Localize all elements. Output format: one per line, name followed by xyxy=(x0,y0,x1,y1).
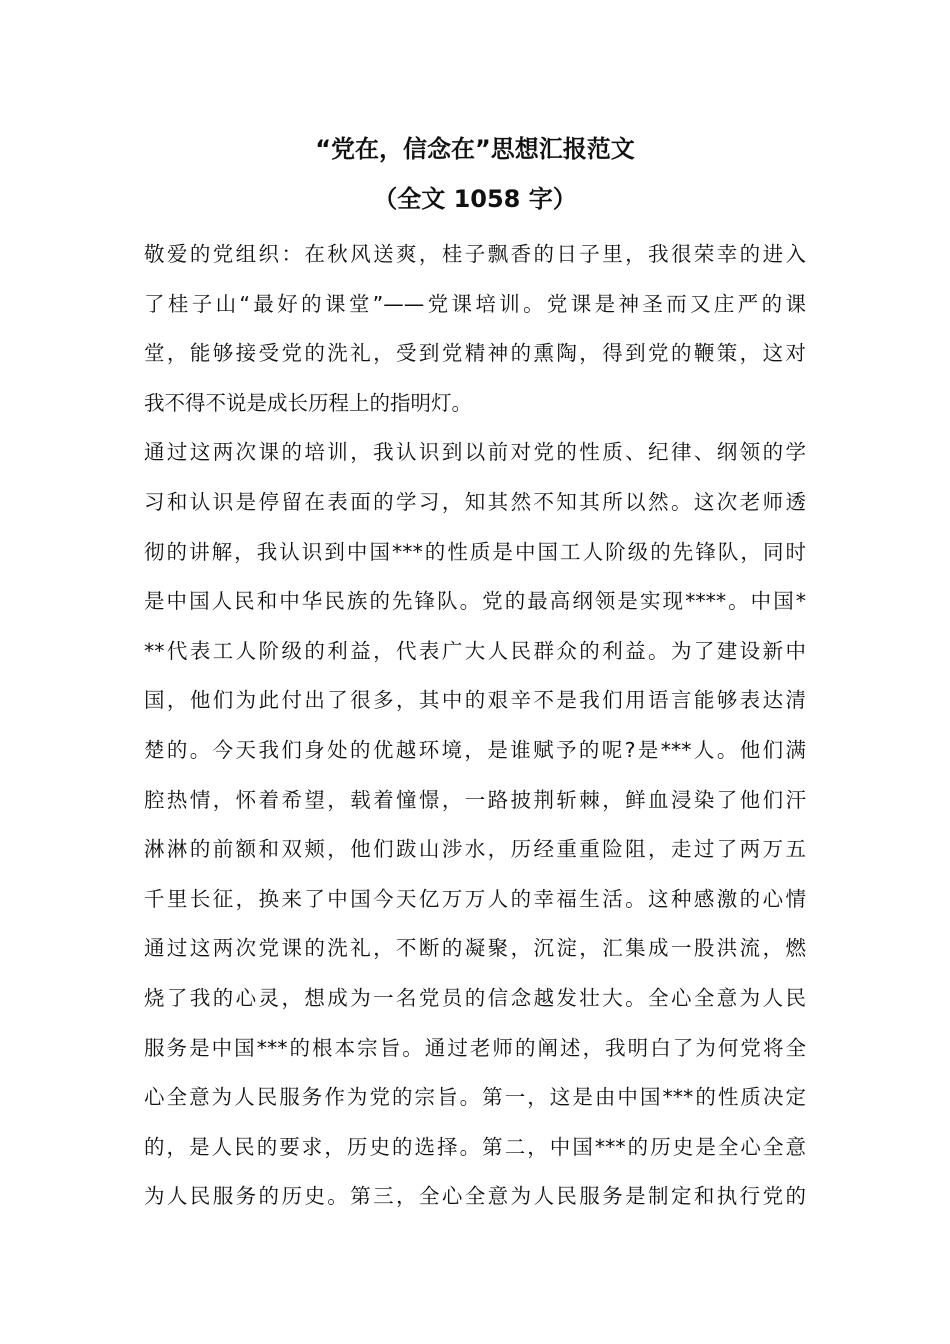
text-line: 腔热情，怀着希望，载着憧憬，一路披荆斩棘，鲜血浸染了他们汗 xyxy=(144,787,806,812)
text-line: 千里长征，换来了中国今天亿万万人的幸福生活。这种感激的心情 xyxy=(144,886,806,911)
text-line: 堂，能够接受党的洗礼，受到党精神的熏陶，得到党的鞭策，这对 xyxy=(144,341,806,366)
text-line: 我不得不说是成长历程上的指明灯。 xyxy=(144,390,472,415)
text-line: 彻的讲解，我认识到中国***的性质是中国工人阶级的先锋队，同时 xyxy=(144,539,806,564)
paragraph-2 xyxy=(144,428,806,1222)
text-line: 了桂子山“最好的课堂”——党课培训。党课是神圣而又庄严的课 xyxy=(144,291,806,316)
text-line: 的，是人民的要求，历史的选择。第二，中国***的历史是全心全意 xyxy=(144,1134,806,1159)
text-line: 通过这两次党课的洗礼，不断的凝聚，沉淀，汇集成一股洪流，燃 xyxy=(144,936,806,961)
document-title: “党在，信念在”思想汇报范文 xyxy=(315,135,635,163)
text-line: 服务是中国***的根本宗旨。通过老师的阐述，我明白了为何党将全 xyxy=(144,1035,806,1060)
text-line: 楚的。今天我们身处的优越环境，是谁赋予的呢?是***人。他们满 xyxy=(144,737,806,762)
text-line: 心全意为人民服务作为党的宗旨。第一，这是由中国***的性质决定 xyxy=(144,1085,806,1110)
text-line: 习和认识是停留在表面的学习，知其然不知其所以然。这次老师透 xyxy=(144,489,806,514)
text-line: 通过这两次课的培训，我认识到以前对党的性质、纪律、纲领的学 xyxy=(144,440,806,465)
document-body xyxy=(144,230,806,1222)
text-line: 是中国人民和中华民族的先锋队。党的最高纲领是实现****。中国* xyxy=(144,589,806,614)
text-line: **代表工人阶级的利益，代表广大人民群众的利益。为了建设新中 xyxy=(144,638,806,663)
text-line: 敬爱的党组织：在秋风送爽，桂子飘香的日子里，我很荣幸的进入 xyxy=(144,242,806,266)
text-line: 烧了我的心灵，想成为一名党员的信念越发壮大。全心全意为人民 xyxy=(144,985,806,1010)
text-line: 国，他们为此付出了很多，其中的艰辛不是我们用语言能够表达清 xyxy=(144,688,806,713)
document-subtitle: （全文 1058 字） xyxy=(373,185,577,213)
paragraph-1 xyxy=(144,230,806,428)
text-line: 为人民服务的历史。第三，全心全意为人民服务是制定和执行党的 xyxy=(144,1184,806,1209)
text-line: 淋淋的前额和双颊，他们跋山涉水，历经重重险阻，走过了两万五 xyxy=(144,837,806,862)
